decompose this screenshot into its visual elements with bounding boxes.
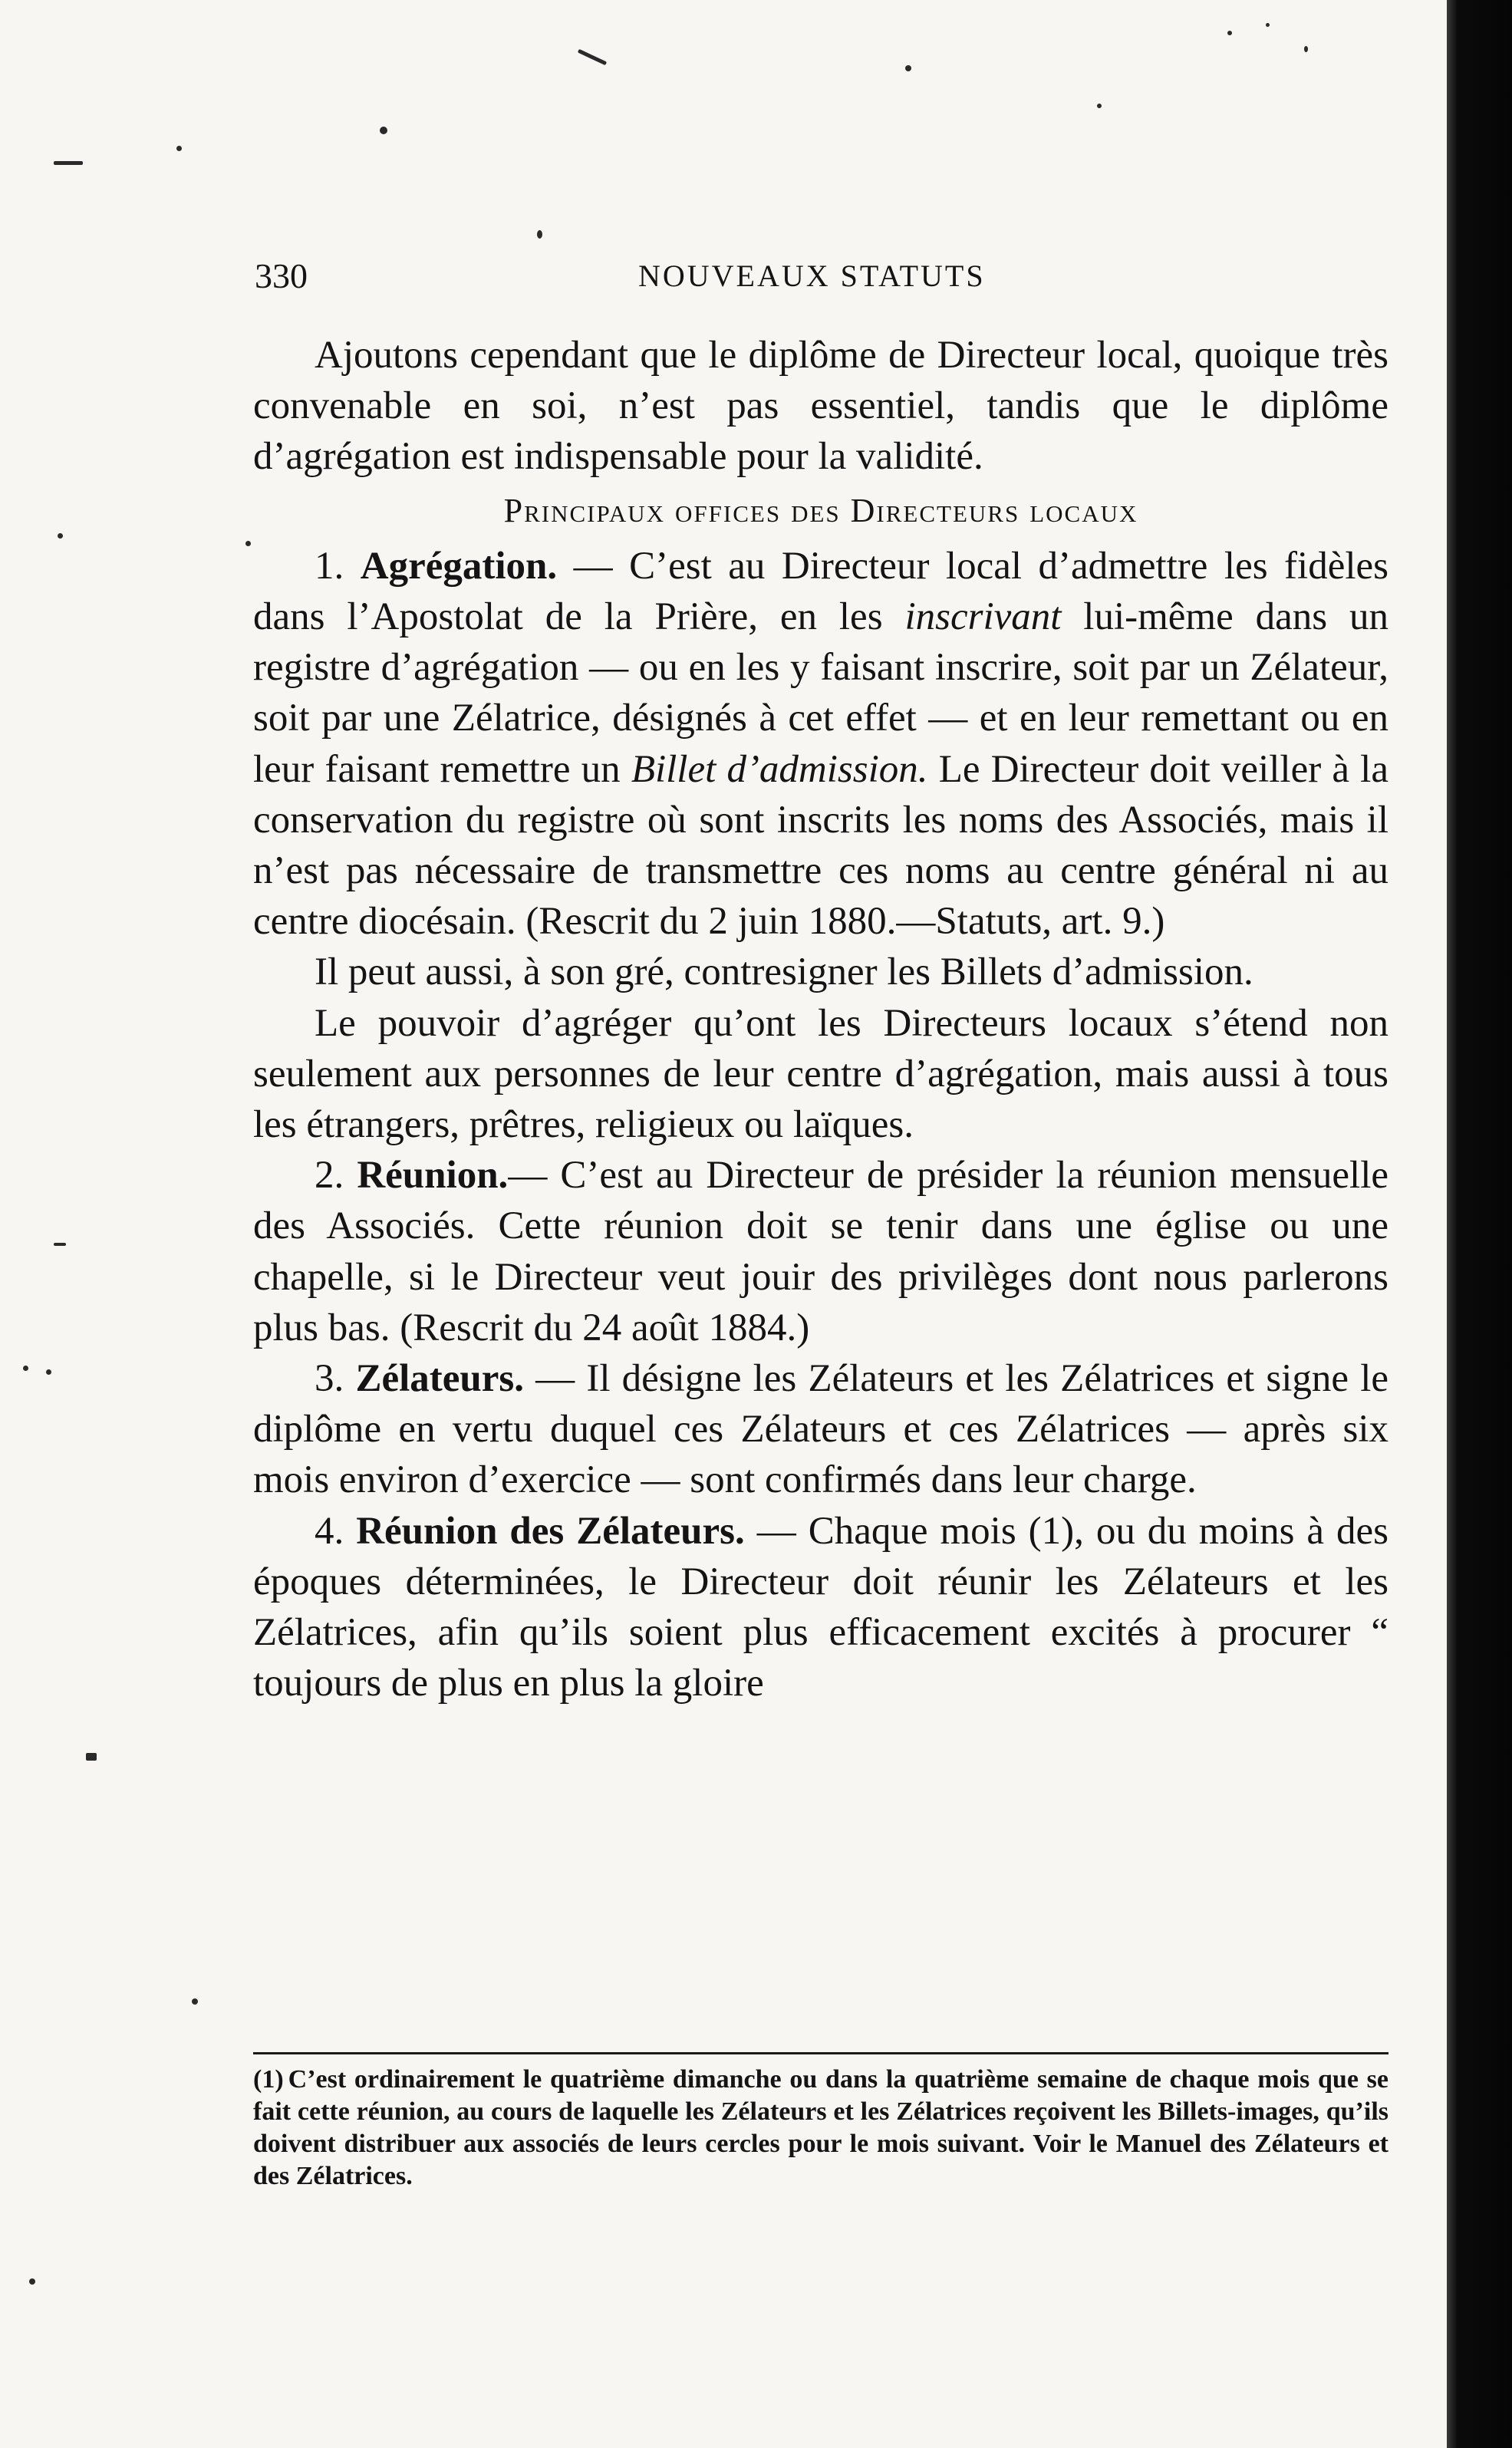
item-3-number: 3. [315, 1357, 344, 1401]
item-1-billet: Billet d’admission. [631, 747, 928, 791]
scan-speck [58, 533, 63, 539]
scan-speck [1304, 46, 1308, 52]
scan-speck [1266, 23, 1270, 27]
scan-speck [245, 541, 251, 546]
scan-speck [23, 1366, 28, 1371]
item-1-number: 1. [315, 544, 344, 588]
scan-speck [1097, 104, 1102, 108]
scan-speck [46, 1369, 51, 1375]
item-4-number: 4. [315, 1509, 344, 1553]
item-1-text-a: — C’est au Directeur local d’admettre les fidèles dans l’Apostolat de la Prière, en les [253, 544, 1388, 639]
item-1-paragraph [253, 541, 1388, 947]
footnote [253, 2064, 1388, 2193]
scan-speck [905, 65, 911, 71]
scan-edge-shadow [1447, 0, 1512, 2448]
scan-speck [54, 161, 83, 165]
scan-speck [537, 230, 542, 239]
item-4-title: Réunion des Zélateurs. [356, 1509, 745, 1553]
scan-speck [192, 1998, 198, 2005]
item-3-paragraph [253, 1353, 1388, 1506]
item-1-paragraph-3: Le pouvoir d’agréger qu’ont les Directeurs locaux s’étend non seulement aux personnes de leur centre d’agrégation, mais aussi à tous les étrangers, prêtres, religieux ou laïques. [253, 1001, 1388, 1147]
item-2-paragraph [253, 1150, 1388, 1353]
body-text [253, 330, 1388, 1708]
scan-speck [380, 127, 387, 134]
scan-speck [29, 2278, 35, 2285]
item-2-text: — C’est au Directeur de présider la réunion mensuelle des Associés. Cette réunion doit se tenir dans une église ou une chapelle, si le Directeur veut jouir des privilèges dont nous parlerons plus bas. (Rescrit du 24 août 1884.) [253, 1154, 1388, 1349]
section-heading: Principaux offices des Directeurs locaux [503, 491, 1138, 529]
item-3-text: — Il désigne les Zélateurs et les Zélatrices et signe le diplôme en vertu duquel ces Zélateurs et ces Zélatrices — après six mois environ d’exercice — sont confirmés dans leur charge. [253, 1357, 1389, 1502]
intro-paragraph: Ajoutons cependant que le diplôme de Directeur local, quoique très convenable en soi, n’est pas essentiel, tandis que le diplôme d’agrégation est indispensable pour la validité. [253, 334, 1388, 479]
header-title: NOUVEAUX STATUTS [638, 259, 986, 293]
footnote-text: C’est ordinairement le quatrième dimanche ou dans la quatrième semaine de chaque mois que se fait cette réunion, au cours de laquelle les Zélateurs et les Zélatrices reçoivent les Billets-images, qu’ils doivent distribuer aux associés de leurs cercles pour le mois suivant. Voir le Manuel des Zélateurs et des Zélatrices. [253, 2065, 1388, 2190]
item-1-title: Agrégation. [360, 544, 558, 588]
scan-speck [54, 1243, 66, 1246]
item-4-text: — Chaque mois (1), ou du moins à des époques déterminées, le Directeur doit réunir les Zélateurs et les Zélatrices, afin qu’ils soient plus efficacement excités à procurer “ toujours de plus en plus la gloire [253, 1509, 1388, 1705]
item-2-number: 2. [315, 1154, 344, 1198]
footnote-mark: (1) [253, 2065, 284, 2094]
scan-speck [86, 1753, 97, 1761]
footnote-rule [253, 2052, 1388, 2054]
item-4-paragraph [253, 1506, 1388, 1709]
item-1-paragraph-2: Il peut aussi, à son gré, contresigner les Billets d’admission. [315, 951, 1253, 994]
scan-speck [176, 146, 182, 151]
scan-speck [578, 49, 607, 65]
item-1-text-c: Le Directeur doit veiller à la conservation du registre où sont inscrits les noms des Associés, mais il n’est pas nécessaire de transmettre ces noms au centre général ni au centre diocésain. (Rescrit du 2 juin 1880.—Statuts, art. 9.) [253, 747, 1388, 944]
item-1-text-b: lui-même dans un registre d’agrégation — ou en les y faisant inscrire, soit par un Zélateur, soit par une Zélatrice, désignés à cet effet — et en leur remettant ou en leur faisant remettre un [253, 595, 1389, 791]
item-3-title: Zélateurs. [355, 1357, 524, 1401]
item-1-inscrivant: inscrivant [904, 595, 1062, 639]
page-number: 330 [255, 256, 308, 295]
item-2-title: Réunion. [357, 1154, 509, 1198]
running-head [255, 253, 1390, 299]
scan-speck [1227, 31, 1232, 35]
